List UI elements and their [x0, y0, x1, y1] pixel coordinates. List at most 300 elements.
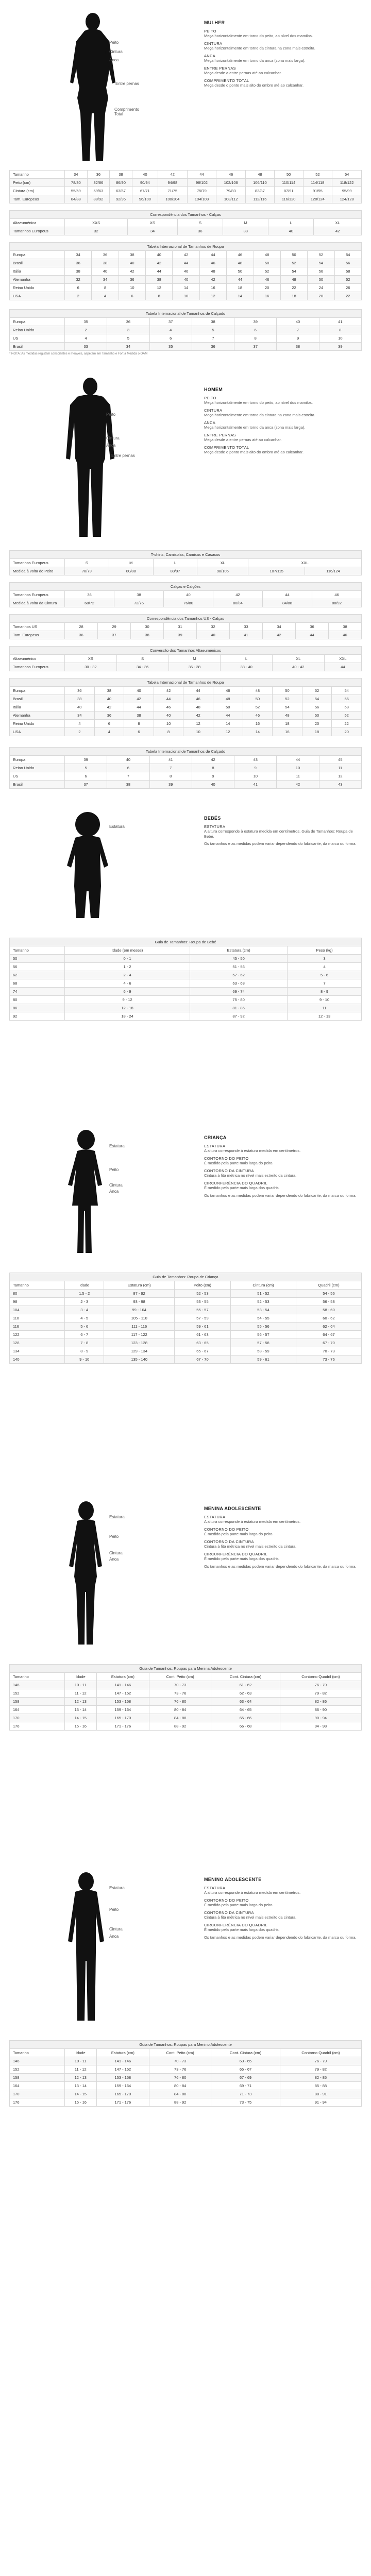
table-cell: 43 — [234, 756, 277, 764]
table-cell: 9 - 10 — [288, 996, 362, 1004]
table-row-header: 158 — [10, 1698, 65, 1706]
table-cell: 34 — [107, 343, 149, 351]
table-row-header: 134 — [10, 1347, 65, 1355]
table-cell: 75/79 — [187, 187, 216, 195]
table-cell: 1 - 2 — [65, 963, 190, 971]
table-cell: 76/80 — [164, 599, 213, 607]
table-cell: 10 — [234, 772, 277, 781]
table-caption: Guia de Tamanhos: Roupas para Menina Adolescente — [10, 1665, 362, 1673]
table-row-header: USA — [10, 292, 65, 300]
table-cell: 52 — [334, 276, 361, 284]
table-cell: 44 — [263, 591, 312, 599]
table-cell: 57 - 62 — [190, 971, 288, 979]
table-cell: 46 — [199, 259, 226, 267]
table-cell: 12 - 13 — [65, 1698, 97, 1706]
table-cell: 82 - 85 — [280, 2074, 361, 2082]
table-cell: 3 — [288, 955, 362, 963]
callout-comprimento: Comprimento Total — [114, 107, 140, 116]
table-row-header: Brasil — [10, 695, 65, 703]
woman-item-entre-pernas: ENTRE PERNAS Meça desde a entre pernas até ao calcanhar. — [204, 65, 282, 75]
table-cell: 56 — [332, 695, 362, 703]
table-cell: 51 - 52 — [230, 1290, 296, 1298]
table-row — [10, 728, 362, 736]
table-row — [10, 946, 362, 955]
table-cell: 48 — [280, 276, 307, 284]
table-cell: 46 — [254, 276, 280, 284]
table-row — [10, 1290, 362, 1298]
table-cell: 7 — [149, 764, 192, 772]
table-cell: 8 — [154, 728, 183, 736]
table-cell: 41 — [149, 756, 192, 764]
table-row-header: Reino Unido — [10, 284, 65, 292]
table-row — [10, 559, 362, 567]
table-cell: 110/114 — [274, 179, 303, 187]
table-cell: 129 - 134 — [104, 1347, 174, 1355]
table-cell: 13 - 14 — [65, 2082, 97, 2090]
table-cell: 55 - 56 — [230, 1323, 296, 1331]
table-row-header: 74 — [10, 988, 65, 996]
table-cell: 48 — [213, 695, 243, 703]
table-cell: 50 — [243, 695, 273, 703]
table-cell: 5 - 6 — [288, 971, 362, 979]
table-cell: 87 - 92 — [190, 1012, 288, 1021]
table-cell: 40 — [173, 276, 199, 284]
table-row — [10, 1314, 362, 1323]
table-cell: 6 — [65, 284, 92, 292]
table-cell: 42 — [158, 171, 187, 179]
baby-item-estatura: ESTATURA A altura corresponde à estatura medida em centímetros. Guia de Tamanhos: Roupa de Bebé. — [204, 824, 353, 839]
table-cell: 50 — [273, 687, 302, 695]
table-cell: 84/88 — [263, 599, 312, 607]
table-cell: 99 - 104 — [104, 1306, 174, 1314]
table-cell: 7 — [277, 326, 319, 334]
table-cell: 30 - 32 — [65, 663, 117, 671]
table-cell: 33 — [65, 343, 107, 351]
table-cell: 20 — [302, 720, 332, 728]
table-cell: 63 - 64 — [211, 1698, 280, 1706]
table-cell: 36 — [65, 631, 98, 639]
table-cell: 39 — [149, 781, 192, 789]
table-cell: 52 — [280, 259, 307, 267]
teen-girl-silhouette — [58, 1499, 114, 1649]
table-cell: 54 — [332, 687, 362, 695]
table-caption: Tabela Internacional de Tamanhos de Calçado — [10, 748, 362, 756]
callout-man-peito: Peito — [106, 412, 116, 417]
callout-child-peito: Peito — [109, 1167, 119, 1172]
table-cell: 39 — [164, 631, 197, 639]
table-cell: 8 — [319, 326, 361, 334]
table-row — [10, 179, 362, 187]
table-row-header: Europa — [10, 756, 65, 764]
table-row-header: 176 — [10, 1722, 65, 1731]
table-row — [10, 1673, 362, 1681]
table-cell: 76 - 79 — [280, 1681, 361, 1689]
table-row — [10, 1706, 362, 1714]
table-row — [10, 1339, 362, 1347]
table-cell: 46 — [243, 711, 273, 720]
table-cell: 38 — [119, 251, 145, 259]
table-caption-row — [10, 243, 362, 251]
table-row — [10, 219, 362, 227]
table-cell: 6 — [65, 772, 107, 781]
table-cell: 147 - 152 — [96, 2065, 149, 2074]
table-row — [10, 1012, 362, 1021]
table-cell: 18 - 24 — [65, 1012, 190, 1021]
table-cell: 54 — [302, 695, 332, 703]
table-cell: 59 - 61 — [174, 1323, 230, 1331]
man-description — [204, 387, 359, 457]
table-cell: M — [223, 219, 268, 227]
table-cell: 10 — [154, 720, 183, 728]
callout-child-anca: Anca — [109, 1189, 119, 1194]
table-cell: XXL — [324, 655, 361, 663]
table-cell: 18 — [280, 292, 307, 300]
table-cell: 4 — [94, 728, 124, 736]
table-cell: 14 - 15 — [65, 2090, 97, 2098]
table-cell: 141 - 146 — [96, 1681, 149, 1689]
table-row — [10, 1347, 362, 1355]
table-cell: 1,5 - 2 — [65, 1290, 104, 1298]
table-cell: 78/79 — [65, 567, 109, 575]
table-row — [10, 623, 362, 631]
teen-girl-size-table — [9, 1664, 362, 1731]
table-caption-row — [10, 211, 362, 219]
table-cell: 52 — [273, 695, 302, 703]
table-cell: 69 - 74 — [190, 988, 288, 996]
table-cell: S — [177, 219, 223, 227]
table-cell: 10 - 11 — [65, 1681, 97, 1689]
table-row-header: 158 — [10, 2074, 65, 2082]
callout-teen-boy-anca: Anca — [109, 1934, 119, 1939]
table-cell: 6 — [234, 326, 277, 334]
table-cell: 62 - 64 — [296, 1323, 361, 1331]
table-caption: Guia de Tamanhos: Roupa de Criança — [10, 1273, 362, 1281]
table-cell: 38 — [65, 695, 95, 703]
callout-baby-estatura: Estatura — [109, 824, 125, 829]
table-row-header: Tamanhos Europeus — [10, 559, 65, 567]
table-cell: Idade — [65, 1673, 97, 1681]
table-cell: 64 - 67 — [296, 1331, 361, 1339]
child-description — [204, 1136, 359, 1200]
table-cell: 11 - 12 — [65, 1689, 97, 1698]
table-cell: 79 - 82 — [280, 1689, 361, 1698]
table-cell: 56 — [302, 703, 332, 711]
table-cell: 87/91 — [274, 187, 303, 195]
table-cell: 46 — [216, 171, 246, 179]
woman-item-cintura: CINTURA Meça horizontalmente em torno da cintura na zona mais estreita. — [204, 41, 315, 50]
table-cell: 67 - 70 — [296, 1339, 361, 1347]
table-cell: 159 - 164 — [96, 2082, 149, 2090]
table-cell: 37 — [149, 318, 192, 326]
table-caption: Calças e Calções — [10, 583, 362, 591]
man-item-entre-pernas: ENTRE PERNAS Meça desde a entre pernas até ao calcanhar. — [204, 432, 282, 442]
table-caption: Tabela Internacional de Tamanhos de Roupa — [10, 679, 362, 687]
table-cell: 42 — [124, 695, 154, 703]
table-cell: 86 - 90 — [280, 1706, 361, 1714]
table-cell: 2 — [65, 292, 92, 300]
table-cell: 56 — [334, 259, 361, 267]
woman-title: MULHER — [204, 20, 225, 25]
table-cell: XL — [273, 655, 325, 663]
table-cell: 44 — [146, 267, 173, 276]
table-cell: 14 - 15 — [65, 1714, 97, 1722]
table-cell: 94 - 98 — [280, 1722, 361, 1731]
table-cell: 10 — [319, 334, 361, 343]
table-cell: Cont. Peito (cm) — [149, 1673, 211, 1681]
table-cell: 9 — [277, 334, 319, 343]
table-cell: 20 — [332, 728, 362, 736]
table-cell: 16 — [254, 292, 280, 300]
table-cell: 88 - 92 — [149, 2098, 211, 2107]
teen-girl-item-peito: CONTORNO DO PEITO É medido pela parte mais larga do peito. — [204, 1527, 274, 1536]
table-row-header: Tamanho — [10, 946, 65, 955]
table-cell: 118/122 — [332, 179, 362, 187]
teen-boy-item-peito: CONTORNO DO PEITO É medido pela parte mais larga do peito. — [204, 1897, 274, 1907]
table-cell: 60 - 62 — [296, 1314, 361, 1323]
table-cell: 81 - 86 — [190, 1004, 288, 1012]
table-row-header: USA — [10, 728, 65, 736]
table-row-header: Tamanhos US — [10, 623, 65, 631]
table-cell: 65 - 66 — [211, 1714, 280, 1722]
table-cell: 102/106 — [216, 179, 246, 187]
table-cell: 9 — [234, 764, 277, 772]
table-cell: 2 — [65, 728, 95, 736]
table-row-header: 164 — [10, 1706, 65, 1714]
table-cell: 165 - 170 — [96, 2090, 149, 2098]
woman-description — [204, 21, 359, 91]
table-row-header: 170 — [10, 1714, 65, 1722]
table-cell: 9 - 12 — [65, 996, 190, 1004]
table-cell: 6 - 7 — [65, 1331, 104, 1339]
man-item-anca: ANCA Meça horizontalmente em torno da anca (zona mais larga). — [204, 420, 306, 430]
table-cell: 94/98 — [158, 179, 187, 187]
table-cell: 38 — [131, 631, 164, 639]
table-row-header: 98 — [10, 1298, 65, 1306]
table-cell: 95/99 — [332, 187, 362, 195]
table-cell: 123 - 128 — [104, 1339, 174, 1347]
table-cell: 42 — [192, 756, 234, 764]
table-cell: 2 - 3 — [65, 1298, 104, 1306]
table-cell: 44 — [183, 687, 213, 695]
man-shoe-table — [9, 747, 362, 789]
table-cell: Idade (em meses) — [65, 946, 190, 955]
callout-entre-pernas: Entre pernas — [115, 81, 139, 86]
table-cell: 54 — [334, 251, 361, 259]
teen-boy-extra: Os tamanhos e as medidas podem variar dependendo do fabricante, da marca ou forma. — [204, 1935, 357, 1940]
table-row-header: Alemanha — [10, 711, 65, 720]
table-cell: 165 - 170 — [96, 1714, 149, 1722]
table-cell: 46 — [173, 267, 199, 276]
table-row — [10, 631, 362, 639]
table-cell: 50 — [302, 711, 332, 720]
callout-man-cintura: Cintura — [106, 436, 120, 440]
table-cell: Cont. Cintura (cm) — [211, 1673, 280, 1681]
table-cell: 76 - 80 — [149, 1698, 211, 1706]
table-cell: 46 — [312, 591, 362, 599]
callout-teen-girl-cintura: Cintura — [109, 1551, 123, 1555]
table-cell: 68/72 — [65, 599, 114, 607]
baby-extra: Os tamanhos e as medidas podem variar dependendo do fabricante, da marca ou forma. — [204, 841, 357, 846]
man-tshirt-table — [9, 550, 362, 575]
table-cell: 66 - 68 — [211, 1722, 280, 1731]
table-cell: Quadril (cm) — [296, 1281, 361, 1290]
table-cell: 2 - 4 — [65, 971, 190, 979]
table-cell: 36 — [92, 251, 119, 259]
table-cell: 63 - 68 — [190, 979, 288, 988]
table-cell: 52 — [308, 251, 334, 259]
table-row-header: 176 — [10, 2098, 65, 2107]
table-cell: 106/110 — [245, 179, 274, 187]
table-cell: 40 — [132, 171, 158, 179]
table-cell: XL — [314, 219, 362, 227]
man-pants-table — [9, 582, 362, 607]
table-row-header: Reino Unido — [10, 764, 65, 772]
table-cell: 52 — [303, 171, 332, 179]
table-cell: 104/108 — [187, 195, 216, 204]
table-cell: 42 — [213, 591, 263, 599]
table-cell: 46 — [154, 703, 183, 711]
table-cell: 6 - 9 — [65, 988, 190, 996]
table-cell: 73 - 76 — [296, 1355, 361, 1364]
table-row-header: Europa — [10, 251, 65, 259]
teen-girl-title: MENINA ADOLESCENTE — [204, 1506, 261, 1511]
callout-teen-girl-peito: Peito — [109, 1534, 119, 1539]
table-cell: 46 — [227, 251, 254, 259]
table-cell: 64 - 65 — [211, 1706, 280, 1714]
table-caption-row — [10, 551, 362, 559]
child-silhouette — [58, 1128, 114, 1257]
table-cell: 40 — [94, 695, 124, 703]
table-cell: 50 — [227, 267, 254, 276]
table-cell: 84 - 88 — [149, 2090, 211, 2098]
table-cell: 8 — [149, 772, 192, 781]
baby-size-table — [9, 938, 362, 1021]
table-cell: 52 - 53 — [230, 1298, 296, 1306]
table-cell: 33 — [230, 623, 263, 631]
table-cell: 147 - 152 — [96, 1689, 149, 1698]
child-item-cintura: CONTORNO DA CINTURA Cintura à fita métrica no nível mais estreito da cintura. — [204, 1168, 297, 1178]
table-cell: 54 — [273, 703, 302, 711]
table-cell: 10 — [277, 764, 319, 772]
table-caption: Conversão dos Tamanhos Altaeuménicos — [10, 647, 362, 655]
table-cell: 36 — [65, 259, 92, 267]
table-cell: 22 — [334, 292, 361, 300]
table-cell: Estatura (cm) — [190, 946, 288, 955]
table-cell: 6 — [124, 728, 154, 736]
teen-girl-item-estatura: ESTATURA A altura corresponde à estatura medida em centímetros. — [204, 1514, 301, 1524]
table-cell: 34 — [128, 227, 178, 235]
table-cell: XS — [128, 219, 178, 227]
table-row-header: Tamanhos Europeus — [10, 591, 65, 599]
table-cell: 38 — [65, 267, 92, 276]
table-cell: 5 - 6 — [65, 1323, 104, 1331]
table-row — [10, 2090, 362, 2098]
table-row — [10, 996, 362, 1004]
table-cell: 73 - 75 — [211, 2098, 280, 2107]
table-caption-row — [10, 938, 362, 946]
teen-boy-description — [204, 1877, 359, 1942]
child-extra: Os tamanhos e as medidas podem variar dependendo do fabricante, da marca ou forma. — [204, 1193, 357, 1198]
table-cell: 40 — [192, 781, 234, 789]
table-cell: 8 - 9 — [288, 988, 362, 996]
table-cell: 57 - 59 — [174, 1314, 230, 1323]
table-cell: 42 — [94, 703, 124, 711]
table-caption: Correspondência dos Tamanhos US - Calças — [10, 615, 362, 623]
table-cell: 54 - 55 — [230, 1314, 296, 1323]
table-row-header: Tamanhos Europeus — [10, 227, 65, 235]
table-cell: S — [116, 655, 168, 663]
table-caption-row — [10, 1273, 362, 1281]
table-cell: 44 — [124, 703, 154, 711]
table-row — [10, 567, 362, 575]
table-row-header: Brasil — [10, 781, 65, 789]
table-row-header: 164 — [10, 2082, 65, 2090]
callout-peito: Peito — [109, 40, 119, 45]
table-row-header: 50 — [10, 955, 65, 963]
table-cell: 12 — [199, 292, 226, 300]
table-cell: 63/67 — [110, 187, 132, 195]
table-cell: Cont. Peito (cm) — [149, 2049, 211, 2057]
baby-title: BEBÉS — [204, 816, 221, 821]
table-caption-row — [10, 2041, 362, 2049]
table-cell: 44 — [324, 663, 361, 671]
table-row-header: 80 — [10, 1290, 65, 1298]
table-cell: 4 - 6 — [65, 979, 190, 988]
table-cell: 15 - 16 — [65, 1722, 97, 1731]
table-row — [10, 1004, 362, 1012]
table-cell: 38 — [110, 171, 132, 179]
table-cell: 44 — [296, 631, 329, 639]
table-cell: 9 — [192, 772, 234, 781]
table-cell: 3 — [107, 326, 149, 334]
woman-intl-table — [9, 242, 362, 300]
table-cell: 58 - 60 — [296, 1306, 361, 1314]
table-cell: 26 — [334, 284, 361, 292]
table-row — [10, 695, 362, 703]
table-cell: 7 — [192, 334, 234, 343]
table-row-header: Altaeuménico — [10, 655, 65, 663]
table-row — [10, 251, 362, 259]
table-cell: 51 - 56 — [190, 963, 288, 971]
table-row-header: Tamanho — [10, 2049, 65, 2057]
table-row — [10, 1681, 362, 1689]
table-row — [10, 2074, 362, 2082]
table-cell: 12 — [146, 284, 173, 292]
table-cell: 38 — [329, 623, 362, 631]
table-cell: 10 — [173, 292, 199, 300]
table-cell: 58 - 59 — [230, 1347, 296, 1355]
callout-cintura: Cintura — [109, 49, 123, 54]
table-cell: 42 — [173, 251, 199, 259]
table-cell: 39 — [319, 343, 361, 351]
table-cell: 100/104 — [158, 195, 187, 204]
table-row — [10, 284, 362, 292]
table-cell: 36 — [107, 318, 149, 326]
table-caption: Guia de Tamanhos: Roupas para Menino Adolescente — [10, 2041, 362, 2049]
table-row — [10, 2057, 362, 2065]
table-row-header: Brasil — [10, 343, 65, 351]
table-cell: 58 — [334, 267, 361, 276]
table-cell: Estatura (cm) — [96, 2049, 149, 2057]
table-cell: 91 - 94 — [280, 2098, 361, 2107]
table-caption-row — [10, 615, 362, 623]
table-cell: 53 - 54 — [230, 1306, 296, 1314]
table-row — [10, 1698, 362, 1706]
man-intl-table — [9, 678, 362, 736]
table-row — [10, 187, 362, 195]
table-cell: 39 — [65, 756, 107, 764]
woman-size-table — [9, 170, 362, 204]
